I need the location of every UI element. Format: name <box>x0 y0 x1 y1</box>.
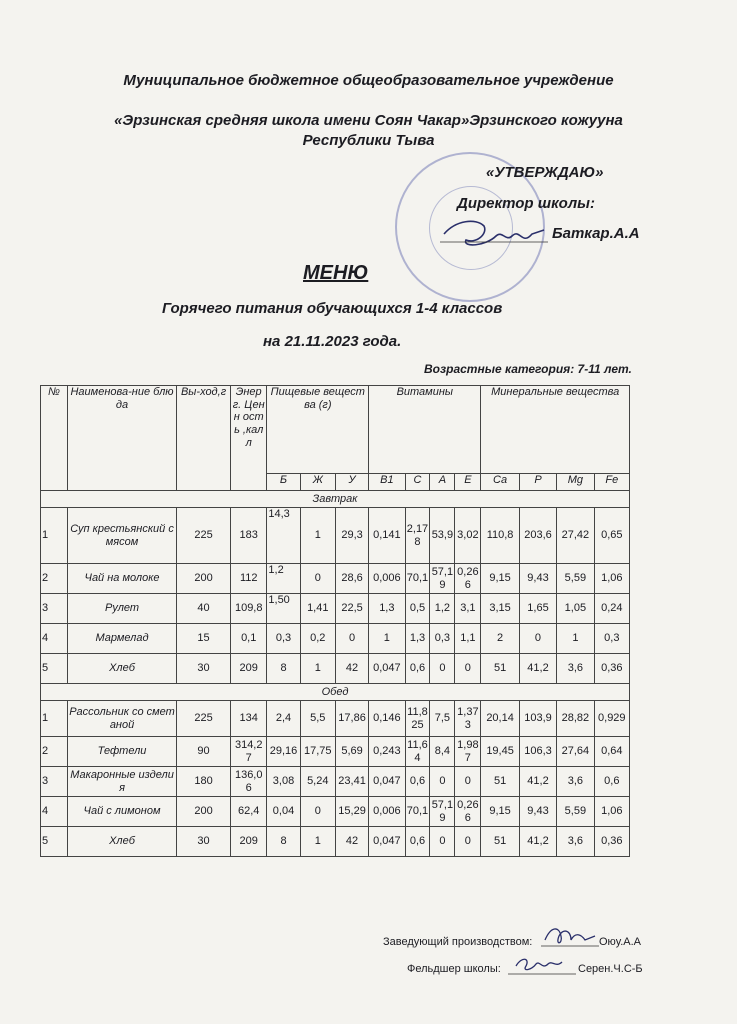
org-name: Муниципальное бюджетное общеобразовательное учреждение <box>123 72 614 89</box>
cell-yield: 90 <box>177 737 231 767</box>
header-vitamins: Витамины <box>369 386 481 474</box>
school-name: «Эрзинская средняя школа имени Соян Чакар»Эрзинского кожууна <box>114 112 623 129</box>
cell-zh: 1 <box>300 654 335 684</box>
cell-b: 8 <box>267 654 300 684</box>
cell-a: 57,19 <box>430 564 455 594</box>
cell-n: 2 <box>41 564 68 594</box>
table-row <box>41 797 630 827</box>
cell-c: 1,3 <box>405 624 430 654</box>
cell-n: 1 <box>41 701 68 737</box>
cell-yield: 15 <box>177 624 231 654</box>
cell-mg: 27,42 <box>557 508 594 564</box>
cell-a: 57,19 <box>430 797 455 827</box>
cell-a: 0 <box>430 767 455 797</box>
table-row <box>41 767 630 797</box>
header-b: Б <box>267 474 300 491</box>
cell-name: Макаронные изделия <box>68 767 177 797</box>
cell-b: 3,08 <box>267 767 300 797</box>
header-u: У <box>335 474 368 491</box>
cell-name: Чай с лимоном <box>68 797 177 827</box>
header-a: А <box>430 474 455 491</box>
cell-b1: 0,146 <box>369 701 405 737</box>
medic-signature <box>508 950 576 978</box>
menu-title: МЕНЮ <box>303 262 369 284</box>
cell-c: 70,1 <box>405 797 430 827</box>
cell-c: 0,5 <box>405 594 430 624</box>
production-signature <box>541 922 599 950</box>
production-name: Оюу.А.А <box>599 936 641 948</box>
cell-p: 41,2 <box>519 827 556 857</box>
cell-e: 3,02 <box>455 508 481 564</box>
cell-b: 1,50 <box>267 594 300 624</box>
header-num: № <box>41 386 68 491</box>
cell-n: 3 <box>41 767 68 797</box>
cell-fe: 1,06 <box>594 797 629 827</box>
cell-yield: 180 <box>177 767 231 797</box>
cell-ca: 51 <box>481 767 519 797</box>
cell-mg: 5,59 <box>557 797 594 827</box>
header-mg: Mg <box>557 474 594 491</box>
table-row <box>41 508 630 564</box>
cell-zh: 0 <box>300 797 335 827</box>
cell-ca: 3,15 <box>481 594 519 624</box>
cell-n: 1 <box>41 508 68 564</box>
cell-fe: 1,06 <box>594 564 629 594</box>
header-energy: Энер г. Ценн ость ,калл <box>231 386 267 491</box>
cell-mg: 27,64 <box>557 737 594 767</box>
cell-b: 29,16 <box>267 737 300 767</box>
table-row <box>41 624 630 654</box>
cell-name: Мармелад <box>68 624 177 654</box>
cell-a: 8,4 <box>430 737 455 767</box>
cell-a: 0 <box>430 827 455 857</box>
cell-p: 9,43 <box>519 797 556 827</box>
menu-subtitle: Горячего питания обучающихся 1-4 классов <box>162 300 503 317</box>
cell-mg: 1 <box>557 624 594 654</box>
cell-e: 0 <box>455 654 481 684</box>
header-yield: Вы-ход,г <box>177 386 231 491</box>
cell-zh: 1 <box>300 508 335 564</box>
cell-energy: 62,4 <box>231 797 267 827</box>
cell-b: 0,04 <box>267 797 300 827</box>
cell-e: 3,1 <box>455 594 481 624</box>
cell-p: 41,2 <box>519 654 556 684</box>
republic-name: Республики Тыва <box>302 132 435 149</box>
cell-b1: 0,243 <box>369 737 405 767</box>
cell-yield: 30 <box>177 827 231 857</box>
cell-e: 1,987 <box>455 737 481 767</box>
cell-fe: 0,6 <box>594 767 629 797</box>
cell-yield: 225 <box>177 701 231 737</box>
cell-ca: 51 <box>481 827 519 857</box>
cell-a: 1,2 <box>430 594 455 624</box>
cell-b1: 1,3 <box>369 594 405 624</box>
cell-u: 0 <box>335 624 368 654</box>
header-dish: Наименова-ние блюда <box>68 386 177 491</box>
cell-ca: 19,45 <box>481 737 519 767</box>
cell-b: 8 <box>267 827 300 857</box>
header-zh: Ж <box>300 474 335 491</box>
cell-p: 0 <box>519 624 556 654</box>
table-row <box>41 827 630 857</box>
cell-fe: 0,929 <box>594 701 629 737</box>
cell-c: 0,6 <box>405 654 430 684</box>
cell-name: Суп крестьянский с мясом <box>68 508 177 564</box>
cell-u: 5,69 <box>335 737 368 767</box>
header-b1: В1 <box>369 474 405 491</box>
cell-a: 53,9 <box>430 508 455 564</box>
cell-yield: 225 <box>177 508 231 564</box>
cell-c: 11,825 <box>405 701 430 737</box>
cell-ca: 20,14 <box>481 701 519 737</box>
table-row <box>41 737 630 767</box>
cell-u: 28,6 <box>335 564 368 594</box>
menu-date: на 21.11.2023 года. <box>263 333 402 350</box>
approve-label: «УТВЕРЖДАЮ» <box>486 164 604 181</box>
cell-c: 70,1 <box>405 564 430 594</box>
cell-name: Хлеб <box>68 827 177 857</box>
cell-name: Рассольник со сметаной <box>68 701 177 737</box>
cell-zh: 5,24 <box>300 767 335 797</box>
cell-zh: 1,41 <box>300 594 335 624</box>
cell-u: 15,29 <box>335 797 368 827</box>
cell-b: 2,4 <box>267 701 300 737</box>
cell-mg: 28,82 <box>557 701 594 737</box>
cell-ca: 110,8 <box>481 508 519 564</box>
cell-zh: 0,2 <box>300 624 335 654</box>
cell-yield: 200 <box>177 564 231 594</box>
cell-b: 0,3 <box>267 624 300 654</box>
cell-n: 5 <box>41 827 68 857</box>
cell-p: 203,6 <box>519 508 556 564</box>
table-row <box>41 594 630 624</box>
cell-u: 29,3 <box>335 508 368 564</box>
cell-p: 9,43 <box>519 564 556 594</box>
section-row <box>41 491 630 508</box>
cell-fe: 0,65 <box>594 508 629 564</box>
cell-name: Чай на молоке <box>68 564 177 594</box>
cell-b1: 1 <box>369 624 405 654</box>
cell-b1: 0,047 <box>369 827 405 857</box>
cell-a: 0,3 <box>430 624 455 654</box>
header-p: Р <box>519 474 556 491</box>
cell-c: 11,64 <box>405 737 430 767</box>
header-minerals: Минеральные вещества <box>481 386 630 474</box>
cell-n: 4 <box>41 624 68 654</box>
cell-energy: 109,8 <box>231 594 267 624</box>
cell-fe: 0,3 <box>594 624 629 654</box>
cell-mg: 3,6 <box>557 827 594 857</box>
cell-energy: 136,06 <box>231 767 267 797</box>
cell-u: 23,41 <box>335 767 368 797</box>
table-header-row <box>41 386 630 474</box>
cell-p: 103,9 <box>519 701 556 737</box>
table-row <box>41 564 630 594</box>
cell-mg: 3,6 <box>557 767 594 797</box>
header-ca: Са <box>481 474 519 491</box>
menu-table-body <box>41 491 630 857</box>
header-e: Е <box>455 474 481 491</box>
cell-name: Хлеб <box>68 654 177 684</box>
cell-n: 4 <box>41 797 68 827</box>
cell-n: 2 <box>41 737 68 767</box>
cell-mg: 5,59 <box>557 564 594 594</box>
cell-fe: 0,36 <box>594 654 629 684</box>
cell-u: 22,5 <box>335 594 368 624</box>
cell-energy: 134 <box>231 701 267 737</box>
age-category: Возрастные категория: 7-11 лет. <box>424 362 632 376</box>
cell-e: 0,266 <box>455 564 481 594</box>
section-title: Завтрак <box>41 491 630 508</box>
cell-e: 1,1 <box>455 624 481 654</box>
cell-energy: 314,27 <box>231 737 267 767</box>
cell-zh: 1 <box>300 827 335 857</box>
cell-b: 1,2 <box>267 564 300 594</box>
cell-u: 42 <box>335 827 368 857</box>
cell-b1: 0,006 <box>369 797 405 827</box>
cell-e: 0,266 <box>455 797 481 827</box>
cell-c: 2,178 <box>405 508 430 564</box>
cell-e: 1,373 <box>455 701 481 737</box>
menu-table <box>40 385 630 857</box>
cell-zh: 5,5 <box>300 701 335 737</box>
cell-b1: 0,047 <box>369 654 405 684</box>
cell-fe: 0,36 <box>594 827 629 857</box>
cell-n: 3 <box>41 594 68 624</box>
cell-ca: 51 <box>481 654 519 684</box>
cell-e: 0 <box>455 827 481 857</box>
cell-c: 0,6 <box>405 827 430 857</box>
cell-energy: 0,1 <box>231 624 267 654</box>
cell-fe: 0,24 <box>594 594 629 624</box>
production-label: Заведующий производством: <box>383 936 533 948</box>
cell-energy: 112 <box>231 564 267 594</box>
cell-a: 0 <box>430 654 455 684</box>
cell-energy: 209 <box>231 654 267 684</box>
table-row <box>41 701 630 737</box>
cell-energy: 183 <box>231 508 267 564</box>
cell-name: Тефтели <box>68 737 177 767</box>
cell-p: 106,3 <box>519 737 556 767</box>
cell-zh: 0 <box>300 564 335 594</box>
cell-name: Рулет <box>68 594 177 624</box>
cell-ca: 9,15 <box>481 564 519 594</box>
cell-n: 5 <box>41 654 68 684</box>
cell-e: 0 <box>455 767 481 797</box>
cell-p: 41,2 <box>519 767 556 797</box>
cell-b1: 0,006 <box>369 564 405 594</box>
cell-p: 1,65 <box>519 594 556 624</box>
cell-c: 0,6 <box>405 767 430 797</box>
header-c: С <box>405 474 430 491</box>
cell-ca: 2 <box>481 624 519 654</box>
header-nutrients: Пищевые вещества (г) <box>267 386 369 474</box>
cell-yield: 40 <box>177 594 231 624</box>
cell-mg: 3,6 <box>557 654 594 684</box>
cell-b1: 0,047 <box>369 767 405 797</box>
section-row <box>41 684 630 701</box>
cell-mg: 1,05 <box>557 594 594 624</box>
cell-b: 14,3 <box>267 508 300 564</box>
director-role: Директор школы: <box>457 195 595 212</box>
table-row <box>41 654 630 684</box>
cell-fe: 0,64 <box>594 737 629 767</box>
cell-energy: 209 <box>231 827 267 857</box>
cell-u: 17,86 <box>335 701 368 737</box>
cell-ca: 9,15 <box>481 797 519 827</box>
header-fe: Fe <box>594 474 629 491</box>
director-name: Баткар.А.А <box>552 225 640 242</box>
cell-a: 7,5 <box>430 701 455 737</box>
cell-zh: 17,75 <box>300 737 335 767</box>
cell-b1: 0,141 <box>369 508 405 564</box>
section-title: Обед <box>41 684 630 701</box>
cell-yield: 30 <box>177 654 231 684</box>
cell-u: 42 <box>335 654 368 684</box>
director-signature <box>436 212 551 252</box>
cell-yield: 200 <box>177 797 231 827</box>
medic-name: Серен.Ч.С-Б <box>578 963 643 975</box>
medic-label: Фельдшер школы: <box>407 963 501 975</box>
